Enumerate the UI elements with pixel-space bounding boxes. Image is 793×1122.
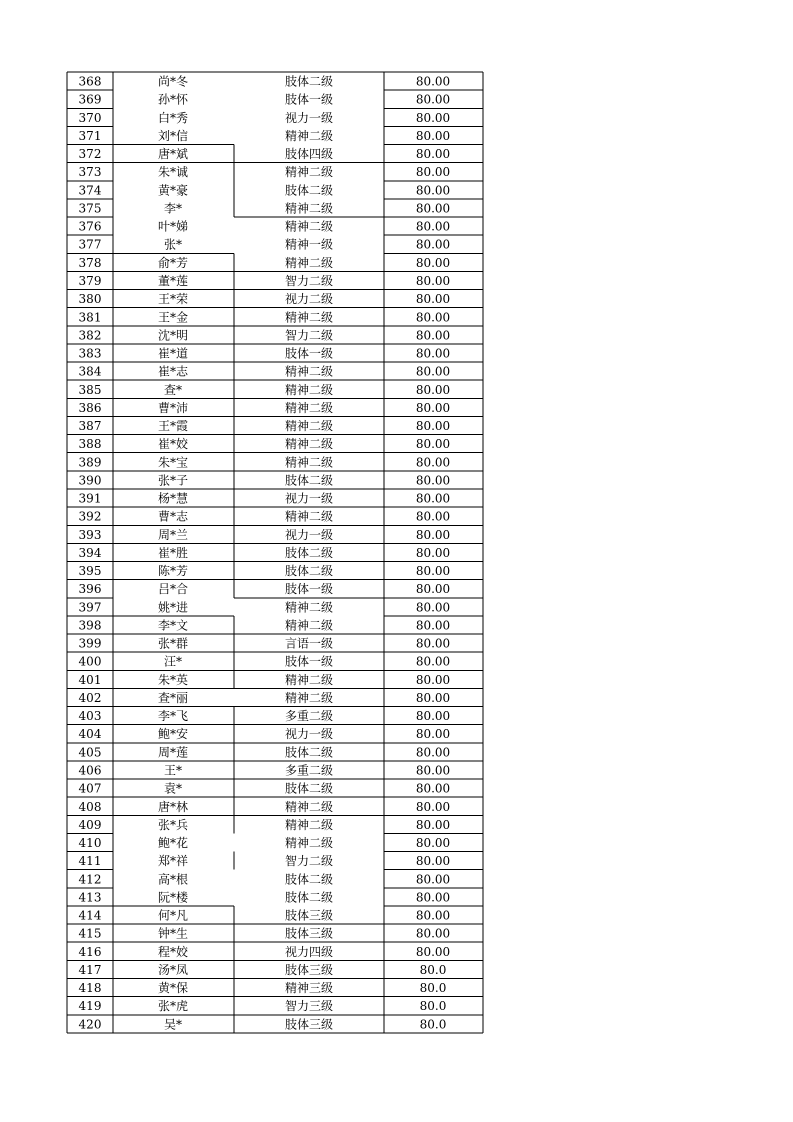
person-name: 陈*芳: [157, 564, 189, 579]
person-name: 张*: [163, 237, 183, 252]
disability-level: 肢体三级: [284, 1017, 334, 1032]
person-name: 姚*进: [157, 600, 189, 615]
subsidy-amount: 80.00: [415, 110, 451, 125]
person-name: 黄*保: [157, 981, 189, 996]
disability-level: 精神三级: [284, 981, 334, 996]
row-number: 416: [78, 944, 102, 959]
person-name: 袁*: [163, 781, 183, 796]
subsidy-amount: 80.00: [415, 618, 451, 633]
row-number: 379: [78, 273, 102, 288]
disability-level: 肢体三级: [284, 926, 334, 941]
person-name: 黄*豪: [157, 183, 189, 198]
row-number: 420: [78, 1017, 102, 1032]
disability-level: 视力一级: [284, 727, 334, 742]
subsidy-amount: 80.00: [415, 890, 451, 905]
disability-level: 精神二级: [284, 672, 334, 687]
row-number: 371: [78, 128, 102, 143]
disability-level: 多重二级: [284, 709, 334, 724]
row-number: 388: [78, 437, 102, 452]
disability-level: 视力四级: [284, 944, 334, 959]
disability-level: 视力一级: [284, 491, 334, 506]
person-name: 王*金: [157, 310, 189, 325]
disability-level: 精神二级: [284, 817, 334, 832]
disability-level: 精神二级: [284, 455, 334, 470]
subsidy-amount: 80.00: [415, 165, 451, 180]
disability-level: 肢体二级: [284, 781, 334, 796]
person-name: 白*秀: [157, 110, 189, 125]
person-name: 何*凡: [157, 908, 189, 923]
disability-level: 精神二级: [284, 165, 334, 180]
subsidy-amount: 80.00: [415, 74, 451, 89]
subsidy-amount: 80.00: [415, 419, 451, 434]
disability-level: 精神二级: [284, 382, 334, 397]
row-number: 392: [78, 509, 102, 524]
row-number: 389: [78, 455, 102, 470]
person-name: 朱*宝: [157, 455, 189, 470]
subsidy-amount: 80.00: [415, 654, 451, 669]
disability-level: 肢体四级: [284, 147, 334, 162]
disability-level: 精神二级: [284, 255, 334, 270]
subsidy-amount: 80.0: [419, 999, 447, 1014]
person-name: 张*群: [157, 636, 189, 651]
person-name: 孙*怀: [157, 92, 189, 107]
subsidy-amount: 80.00: [415, 944, 451, 959]
person-name: 阮*楼: [157, 890, 189, 905]
person-name: 崔*志: [157, 364, 189, 379]
person-name: 王*: [163, 763, 183, 778]
row-number: 418: [78, 981, 102, 996]
person-name: 李*: [163, 201, 183, 216]
row-number: 378: [78, 255, 102, 270]
row-number: 393: [78, 527, 102, 542]
subsidy-amount: 80.0: [419, 962, 447, 977]
row-number: 391: [78, 491, 102, 506]
row-number: 414: [78, 908, 102, 923]
subsidy-amount: 80.00: [415, 437, 451, 452]
subsidy-amount: 80.00: [415, 128, 451, 143]
subsidy-amount: 80.00: [415, 364, 451, 379]
person-name: 查*丽: [157, 690, 189, 705]
subsidy-amount: 80.00: [415, 473, 451, 488]
disability-level: 视力一级: [284, 110, 334, 125]
subsidy-amount: 80.00: [415, 926, 451, 941]
row-number: 386: [78, 400, 102, 415]
person-name: 崔*姣: [157, 437, 189, 452]
person-name: 唐*林: [157, 799, 189, 814]
disability-level: 精神二级: [284, 219, 334, 234]
subsidy-amount: 80.00: [415, 564, 451, 579]
subsidy-amount: 80.00: [415, 872, 451, 887]
disability-level: 肢体二级: [284, 74, 334, 89]
disability-level: 智力二级: [284, 328, 334, 343]
person-name: 崔*胜: [157, 545, 189, 560]
disability-level: 智力二级: [284, 854, 334, 869]
subsidy-amount: 80.00: [415, 328, 451, 343]
row-number: 413: [78, 890, 102, 905]
subsidy-amount: 80.00: [415, 292, 451, 307]
subsidy-amount: 80.00: [415, 600, 451, 615]
subsidy-amount: 80.00: [415, 92, 451, 107]
row-number: 419: [78, 999, 102, 1014]
row-number: 409: [78, 817, 102, 832]
disability-level: 精神二级: [284, 509, 334, 524]
subsidy-amount: 80.00: [415, 763, 451, 778]
row-number: 411: [78, 854, 102, 869]
subsidy-amount: 80.00: [415, 273, 451, 288]
person-name: 杨*慧: [157, 491, 189, 506]
person-name: 郑*祥: [157, 854, 189, 869]
person-name: 汤*凤: [157, 962, 189, 977]
row-number: 407: [78, 781, 102, 796]
disability-level: 精神二级: [284, 836, 334, 851]
row-number: 394: [78, 545, 102, 560]
person-name: 刘*信: [157, 128, 189, 143]
disability-level: 精神二级: [284, 419, 334, 434]
disability-level: 精神二级: [284, 600, 334, 615]
disability-level: 肢体二级: [284, 183, 334, 198]
row-number: 398: [78, 618, 102, 633]
disability-level: 肢体二级: [284, 545, 334, 560]
person-name: 周*莲: [157, 745, 189, 760]
disability-level: 肢体二级: [284, 473, 334, 488]
row-number: 406: [78, 763, 102, 778]
row-number: 375: [78, 201, 102, 216]
subsidy-amount: 80.00: [415, 509, 451, 524]
row-number: 408: [78, 799, 102, 814]
disability-level: 多重二级: [284, 763, 334, 778]
subsidy-amount: 80.00: [415, 527, 451, 542]
disability-level: 智力三级: [284, 999, 334, 1014]
subsidy-amount: 80.00: [415, 237, 451, 252]
row-number: 401: [78, 672, 102, 687]
row-number: 376: [78, 219, 102, 234]
subsidy-amount: 80.00: [415, 582, 451, 597]
person-name: 朱*诚: [157, 165, 189, 180]
row-number: 412: [78, 872, 102, 887]
subsidy-amount: 80.00: [415, 781, 451, 796]
subsidy-amount: 80.00: [415, 854, 451, 869]
person-name: 张*兵: [157, 817, 189, 832]
disability-level: 精神二级: [284, 690, 334, 705]
subsidy-amount: 80.00: [415, 346, 451, 361]
disability-level: 精神二级: [284, 128, 334, 143]
subsidy-amount: 80.00: [415, 836, 451, 851]
disability-level: 肢体一级: [284, 654, 334, 669]
person-name: 张*子: [157, 473, 189, 488]
subsidy-amount: 80.00: [415, 491, 451, 506]
subsidy-amount: 80.00: [415, 400, 451, 415]
disability-level: 肢体一级: [284, 346, 334, 361]
person-name: 崔*道: [157, 346, 189, 361]
disability-level: 肢体二级: [284, 872, 334, 887]
disability-level: 言语一级: [284, 636, 334, 651]
subsidy-amount: 80.00: [415, 201, 451, 216]
person-name: 鲍*花: [157, 836, 189, 851]
subsidy-amount: 80.00: [415, 799, 451, 814]
person-name: 吕*合: [157, 582, 189, 597]
subsidy-amount: 80.0: [419, 981, 447, 996]
person-name: 周*兰: [157, 527, 189, 542]
row-number: 384: [78, 364, 102, 379]
subsidy-amount: 80.00: [415, 147, 451, 162]
person-name: 李*文: [157, 618, 189, 633]
row-number: 395: [78, 564, 102, 579]
row-number: 396: [78, 582, 102, 597]
subsidy-amount: 80.00: [415, 709, 451, 724]
row-number: 369: [78, 92, 102, 107]
subsidy-amount: 80.00: [415, 690, 451, 705]
disability-level: 精神一级: [284, 237, 334, 252]
subsidy-amount: 80.00: [415, 908, 451, 923]
person-name: 钟*生: [157, 926, 189, 941]
person-name: 叶*娣: [157, 219, 189, 234]
disability-level: 肢体一级: [284, 582, 334, 597]
row-number: 404: [78, 727, 102, 742]
disability-level: 精神二级: [284, 400, 334, 415]
person-name: 董*莲: [157, 273, 189, 288]
row-number: 374: [78, 183, 102, 198]
disability-level: 智力二级: [284, 273, 334, 288]
person-name: 唐*斌: [157, 147, 189, 162]
row-number: 403: [78, 709, 102, 724]
subsidy-amount: 80.00: [415, 382, 451, 397]
person-name: 朱*英: [157, 672, 189, 687]
disability-level: 肢体一级: [284, 92, 334, 107]
person-name: 鲍*安: [157, 727, 189, 742]
person-name: 俞*芳: [157, 255, 189, 270]
person-name: 尚*冬: [157, 74, 189, 89]
row-number: 415: [78, 926, 102, 941]
subsidy-amount: 80.00: [415, 455, 451, 470]
row-number: 372: [78, 147, 102, 162]
person-name: 查*: [163, 382, 183, 397]
disability-level: 精神二级: [284, 618, 334, 633]
subsidy-amount: 80.00: [415, 183, 451, 198]
row-number: 382: [78, 328, 102, 343]
subsidy-amount: 80.00: [415, 255, 451, 270]
disability-level: 肢体二级: [284, 890, 334, 905]
row-number: 385: [78, 382, 102, 397]
person-name: 程*姣: [157, 944, 189, 959]
row-number: 387: [78, 419, 102, 434]
row-number: 373: [78, 165, 102, 180]
subsidy-amount: 80.0: [419, 1017, 447, 1032]
subsidy-amount: 80.00: [415, 672, 451, 687]
subsidy-amount: 80.00: [415, 636, 451, 651]
row-number: 383: [78, 346, 102, 361]
disability-level: 肢体三级: [284, 962, 334, 977]
disability-level: 精神二级: [284, 201, 334, 216]
person-name: 曹*沛: [157, 400, 189, 415]
subsidy-amount: 80.00: [415, 310, 451, 325]
subsidy-amount: 80.00: [415, 219, 451, 234]
row-number: 368: [78, 74, 102, 89]
disability-level: 精神二级: [284, 799, 334, 814]
person-name: 高*根: [157, 872, 189, 887]
disability-level: 肢体二级: [284, 564, 334, 579]
row-number: 390: [78, 473, 102, 488]
disability-level: 精神二级: [284, 437, 334, 452]
row-number: 377: [78, 237, 102, 252]
row-number: 400: [78, 654, 102, 669]
subsidy-amount: 80.00: [415, 817, 451, 832]
person-name: 王*荣: [157, 292, 189, 307]
person-name: 张*虎: [157, 999, 189, 1014]
person-name: 王*霞: [157, 419, 189, 434]
disability-level: 肢体二级: [284, 745, 334, 760]
row-number: 402: [78, 690, 102, 705]
row-number: 397: [78, 600, 102, 615]
person-name: 吴*: [163, 1017, 183, 1032]
row-number: 370: [78, 110, 102, 125]
subsidy-amount: 80.00: [415, 745, 451, 760]
disability-level: 视力一级: [284, 527, 334, 542]
person-name: 汪*: [163, 654, 183, 669]
row-number: 405: [78, 745, 102, 760]
subsidy-amount: 80.00: [415, 545, 451, 560]
subsidy-amount: 80.00: [415, 727, 451, 742]
person-name: 曹*志: [157, 509, 189, 524]
person-name: 李*飞: [157, 709, 189, 724]
row-number: 410: [78, 836, 102, 851]
disability-level: 精神二级: [284, 310, 334, 325]
disability-level: 肢体三级: [284, 908, 334, 923]
row-number: 399: [78, 636, 102, 651]
disability-level: 视力二级: [284, 292, 334, 307]
person-name: 沈*明: [157, 328, 189, 343]
row-number: 380: [78, 292, 102, 307]
row-number: 417: [78, 962, 102, 977]
row-number: 381: [78, 310, 102, 325]
disability-level: 精神二级: [284, 364, 334, 379]
